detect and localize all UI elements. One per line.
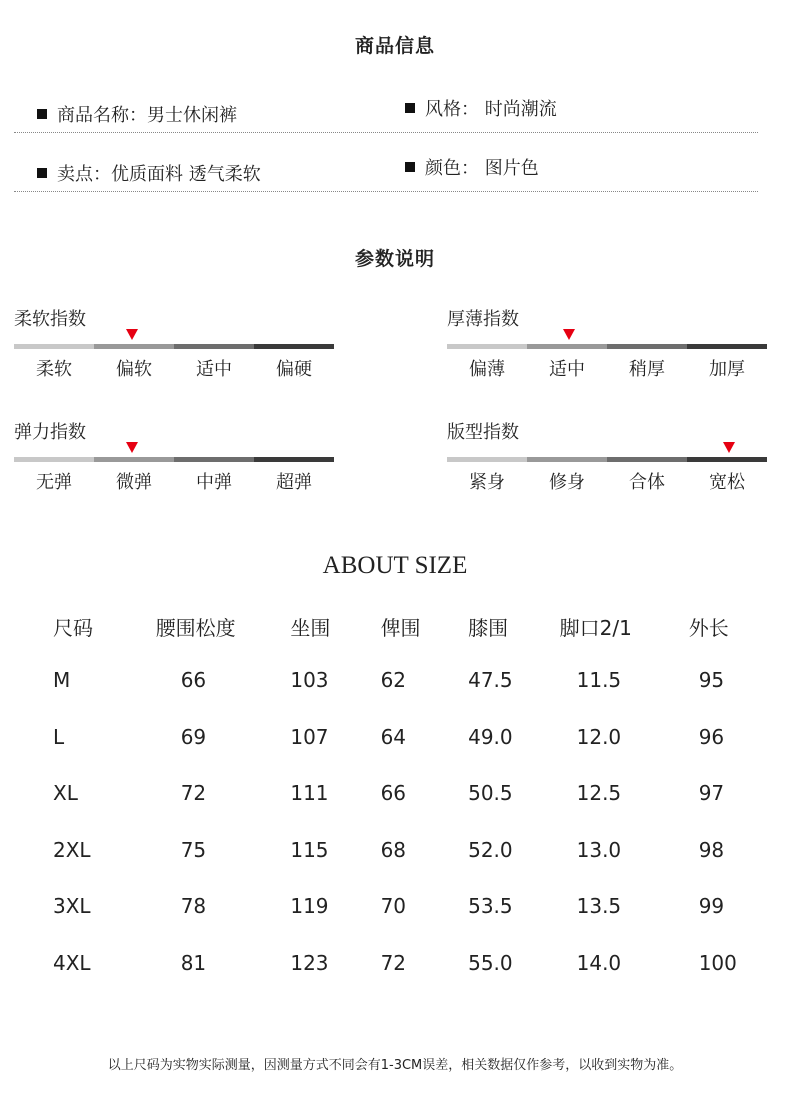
index-bar <box>447 344 767 349</box>
header-cell: 坐围 <box>290 615 331 640</box>
table-cell: 49.0 <box>468 724 513 749</box>
table-cell: 123 <box>290 950 329 975</box>
size-footnote: 以上尺码为实物实际测量，因测量方式不同会有1-3CM误差，相关数据仅作参考，以收到实物为准。 <box>107 1058 683 1073</box>
table-cell: 99 <box>698 894 725 919</box>
table-cell: XL <box>53 781 78 806</box>
thickness-index <box>447 306 767 381</box>
index-bar <box>14 457 334 462</box>
table-cell: 64 <box>380 724 407 749</box>
table-cell: 78 <box>180 894 207 919</box>
table-cell: 12.0 <box>576 724 622 749</box>
index-label: 超弹 <box>276 472 312 493</box>
info-color-text: 颜色： 图片色 <box>425 158 539 179</box>
softness-index <box>14 306 334 381</box>
bullet-square-icon <box>405 103 415 113</box>
info-style-text: 风格： 时尚潮流 <box>425 99 557 120</box>
table-cell: 62 <box>380 668 407 693</box>
table-cell: 69 <box>180 724 207 749</box>
index-label: 紧身 <box>469 472 505 493</box>
index-label: 加厚 <box>709 359 745 380</box>
index-label: 适中 <box>196 359 232 380</box>
elasticity-index <box>14 419 334 494</box>
table-cell: 81 <box>180 950 207 975</box>
table-row <box>26 878 770 935</box>
index-label: 修身 <box>549 472 585 493</box>
table-cell: 13.5 <box>576 894 622 919</box>
index-title: 版型指数 <box>447 422 519 443</box>
index-label: 稍厚 <box>629 359 665 380</box>
fit-index <box>447 419 767 494</box>
table-cell: 100 <box>698 950 737 975</box>
table-row <box>26 709 770 766</box>
index-label: 偏硬 <box>276 359 312 380</box>
index-bar <box>14 344 334 349</box>
size-table <box>26 600 770 991</box>
info-section-title: 商品信息 <box>354 35 435 57</box>
table-cell: 2XL <box>53 837 91 862</box>
bullet-square-icon <box>37 168 47 178</box>
index-label: 无弹 <box>36 472 72 493</box>
header-cell: 膝围 <box>468 615 509 640</box>
index-title: 弹力指数 <box>14 422 86 443</box>
header-cell: 外长 <box>688 615 729 640</box>
table-cell: 4XL <box>53 950 91 975</box>
table-cell: 103 <box>290 668 329 693</box>
index-bar <box>447 457 767 462</box>
table-cell: 115 <box>290 837 329 862</box>
table-cell: 3XL <box>53 894 91 919</box>
table-cell: 72 <box>380 950 407 975</box>
table-row <box>26 935 770 992</box>
table-cell: 66 <box>180 668 207 693</box>
index-marker-icon <box>723 442 735 453</box>
header-cell: 尺码 <box>53 615 93 640</box>
table-cell: 70 <box>380 894 407 919</box>
table-cell: 66 <box>380 781 407 806</box>
table-cell: 52.0 <box>468 837 513 862</box>
index-marker-icon <box>126 442 138 453</box>
info-divider <box>14 191 758 192</box>
table-cell: 47.5 <box>468 668 513 693</box>
index-label: 柔软 <box>36 359 72 380</box>
header-cell: 脚口2/1 <box>559 615 632 640</box>
table-cell: 13.0 <box>576 837 622 862</box>
table-cell: L <box>53 724 65 749</box>
table-cell: 68 <box>380 837 407 862</box>
size-section-title: ABOUT SIZE <box>322 552 468 579</box>
table-cell: M <box>53 668 71 693</box>
info-divider <box>14 132 758 133</box>
info-row-name <box>37 101 237 127</box>
table-cell: 11.5 <box>576 668 622 693</box>
params-section-title: 参数说明 <box>354 248 435 270</box>
info-row-selling-point <box>37 160 261 186</box>
table-cell: 55.0 <box>468 950 513 975</box>
table-cell: 95 <box>698 668 725 693</box>
index-label: 偏软 <box>116 359 152 380</box>
info-name-text: 商品名称：男士休闲裤 <box>57 105 237 126</box>
size-table-header <box>26 600 770 652</box>
index-label: 中弹 <box>196 472 232 493</box>
table-row <box>26 765 770 822</box>
table-cell: 72 <box>180 781 207 806</box>
info-row-color <box>405 154 539 180</box>
table-cell: 14.0 <box>576 950 622 975</box>
index-marker-icon <box>563 329 575 340</box>
table-cell: 96 <box>698 724 725 749</box>
bullet-square-icon <box>405 162 415 172</box>
header-cell: 腰围松度 <box>155 615 236 640</box>
bullet-square-icon <box>37 109 47 119</box>
table-cell: 50.5 <box>468 781 513 806</box>
table-cell: 75 <box>180 837 207 862</box>
index-title: 柔软指数 <box>14 309 86 330</box>
header-cell: 俾围 <box>380 615 421 640</box>
index-label: 宽松 <box>709 472 745 493</box>
table-cell: 111 <box>290 781 329 806</box>
index-marker-icon <box>126 329 138 340</box>
table-cell: 53.5 <box>468 894 513 919</box>
table-cell: 98 <box>698 837 725 862</box>
table-cell: 12.5 <box>576 781 622 806</box>
index-label: 微弹 <box>116 472 152 493</box>
index-title: 厚薄指数 <box>447 309 519 330</box>
table-cell: 119 <box>290 894 329 919</box>
table-cell: 97 <box>698 781 725 806</box>
index-label: 合体 <box>629 472 665 493</box>
index-label: 适中 <box>549 359 585 380</box>
table-row <box>26 652 770 709</box>
info-row-style <box>405 95 557 121</box>
table-cell: 107 <box>290 724 329 749</box>
info-selling-text: 卖点：优质面料 透气柔软 <box>57 164 261 185</box>
index-label: 偏薄 <box>469 359 505 380</box>
table-row <box>26 822 770 879</box>
